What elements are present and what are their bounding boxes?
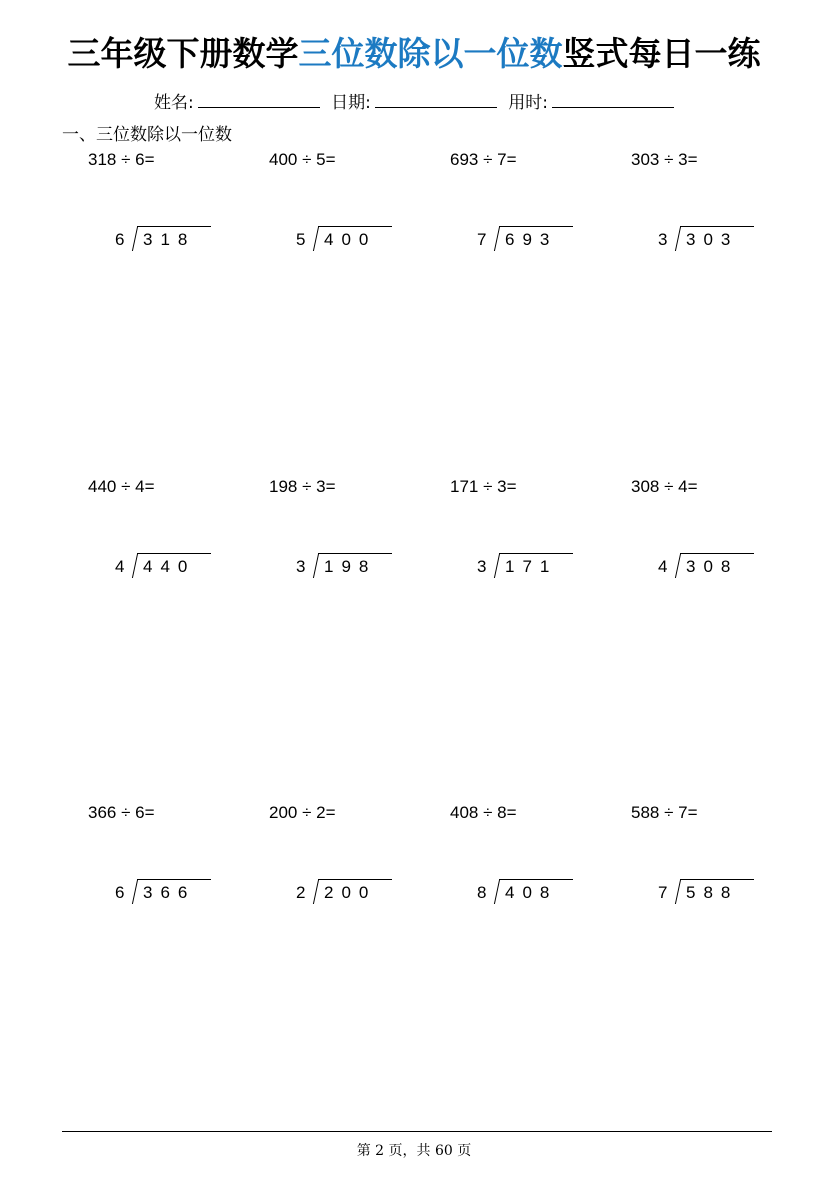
footer-divider	[62, 1131, 772, 1132]
long-division	[296, 553, 406, 583]
long-division	[477, 226, 587, 256]
divisor: 4	[115, 557, 125, 576]
divisor: 7	[658, 883, 668, 902]
problem-expression: 318 ÷ 6=	[88, 150, 155, 169]
dividend: 318	[143, 230, 196, 249]
problem-expression: 171 ÷ 3=	[450, 477, 517, 496]
divisor: 4	[658, 557, 668, 576]
long-division	[658, 879, 768, 909]
long-division	[115, 226, 225, 256]
date-field[interactable]	[331, 88, 497, 113]
section-title: 一、三位数除以一位数	[62, 125, 232, 145]
long-division	[115, 879, 225, 909]
dividend: 440	[143, 557, 196, 576]
title-prefix: 三年级下册数学	[67, 34, 299, 73]
long-division	[115, 553, 225, 583]
divisor: 6	[115, 883, 125, 902]
divisor: 3	[296, 557, 306, 576]
divisor: 6	[115, 230, 125, 249]
page-footer: 第 2 页，共 60 页	[356, 1143, 472, 1159]
dividend: 200	[324, 883, 377, 902]
title-suffix: 竖式每日一练	[562, 34, 761, 73]
problem-expression: 588 ÷ 7=	[631, 803, 698, 822]
time-field[interactable]	[508, 88, 674, 113]
divisor: 3	[658, 230, 668, 249]
name-label: 姓名:	[153, 93, 194, 113]
problem-expression: 440 ÷ 4=	[88, 477, 155, 496]
long-division	[296, 226, 406, 256]
name-blank[interactable]	[198, 93, 320, 108]
date-label: 日期:	[331, 93, 371, 113]
dividend: 171	[505, 557, 558, 576]
long-division	[658, 226, 768, 256]
problem-expression: 693 ÷ 7=	[450, 150, 517, 169]
long-division	[658, 553, 768, 583]
problem-expression: 200 ÷ 2=	[269, 803, 336, 822]
problem-expression: 303 ÷ 3=	[631, 150, 698, 169]
title-highlight: 三位数除以一位数	[298, 34, 563, 73]
problem-expression: 366 ÷ 6=	[88, 803, 155, 822]
problem-expression: 400 ÷ 5=	[269, 150, 336, 169]
long-division	[296, 879, 406, 909]
dividend: 308	[686, 557, 739, 576]
time-blank[interactable]	[552, 93, 674, 108]
student-info	[0, 88, 828, 113]
divisor: 5	[296, 230, 306, 249]
dividend: 303	[686, 230, 739, 249]
problem-expression: 198 ÷ 3=	[269, 477, 336, 496]
time-label: 用时:	[508, 93, 548, 113]
date-blank[interactable]	[375, 93, 497, 108]
divisor: 3	[477, 557, 487, 576]
dividend: 693	[505, 230, 558, 249]
name-field[interactable]	[154, 88, 320, 113]
divisor: 2	[296, 883, 306, 902]
problem-expression: 308 ÷ 4=	[631, 477, 698, 496]
long-division	[477, 879, 587, 909]
dividend: 408	[505, 883, 558, 902]
dividend: 400	[324, 230, 377, 249]
divisor: 8	[477, 883, 487, 902]
dividend: 198	[324, 557, 377, 576]
worksheet-title	[0, 28, 828, 75]
divisor: 7	[477, 230, 487, 249]
long-division	[477, 553, 587, 583]
problem-expression: 408 ÷ 8=	[450, 803, 517, 822]
dividend: 588	[686, 883, 739, 902]
dividend: 366	[143, 883, 196, 902]
